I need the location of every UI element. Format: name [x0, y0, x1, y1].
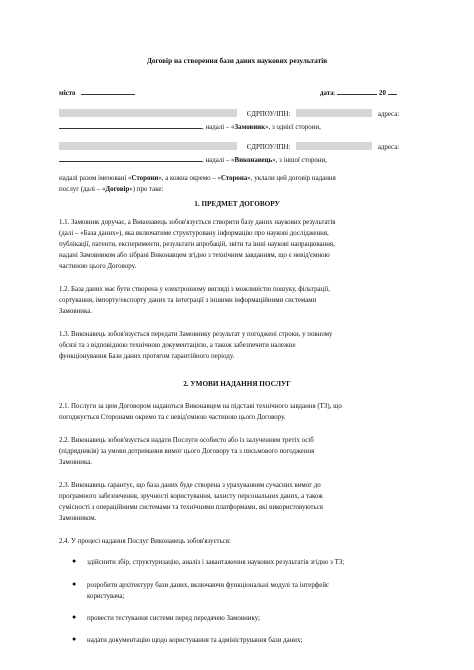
contractor-suffix: », з іншої сторони,	[272, 157, 327, 164]
intro-text: ») про таке:	[129, 186, 164, 194]
customer-line-1	[59, 109, 399, 120]
contractor-address-label: адреса:	[377, 144, 400, 151]
paragraph-1-3	[59, 329, 415, 362]
customer-name-field[interactable]	[59, 109, 237, 117]
paragraph-2-2	[59, 435, 415, 468]
text-line: 1.1. Замовник доручає, а Виконавець зобов'язується створити базу даних наукових результатів	[59, 219, 336, 226]
text-line: програмного забезпечення, зручності користування, захисту персональних даних, а також	[59, 493, 324, 501]
year-field[interactable]	[388, 86, 397, 95]
text-line: 2.1. Послуги за цим Договором надаються Виконавцем на підставі технічного завдання (ТЗ), що	[59, 403, 342, 410]
customer-edrpou-field[interactable]	[296, 109, 372, 117]
text-line: надані Замовником або зібрані Виконавцем згідно з технічним завданням, що є невід'ємною	[59, 252, 330, 260]
contractor-line-1	[59, 142, 399, 153]
customer-edrpou-label: ЄДРПОУ/ІПН:	[246, 111, 291, 118]
contractor-edrpou-field[interactable]	[296, 142, 372, 150]
contractor-role: Виконавець	[234, 157, 273, 164]
paragraph-1-2	[59, 284, 415, 317]
text-line: сортування, імпорту/експорту даних та інтеграції з іншими інформаційними системами	[59, 297, 317, 305]
list-item	[87, 613, 417, 624]
text-line: 2.3. Виконавець гарантує, що база даних буде створена з урахуванням сучасних вимог до	[59, 482, 321, 489]
text-line: 1.2. База даних має бути створена у електронному вигляді з можливістю пошуку, фільтрації,	[59, 286, 330, 293]
text-line: публікації, патенти, експерименти, результати апробацій, звіти та інші наукові напрацювання,	[59, 241, 335, 249]
text-line: провести тестування системи перед передачею Замовнику;	[87, 615, 260, 622]
bullet-dot-icon: ●	[72, 557, 77, 565]
customer-prefix: , надалі – «	[202, 124, 235, 131]
list-item	[87, 635, 417, 646]
intro-text: надалі разом іменовані «	[59, 175, 132, 182]
contractor-prefix: , надалі – «	[202, 157, 235, 164]
text-line: надати документацію щодо користування та адміністрування бази даних;	[87, 637, 303, 644]
document-title: Договір на створення бази даних наукових результатів	[146, 56, 328, 65]
text-line: 2.4. У процесі надання Послуг Виконавець зобов'язується:	[59, 538, 231, 545]
section-2-heading: 2. УМОВИ НАДАННЯ ПОСЛУГ	[183, 380, 291, 388]
year-prefix: 20	[379, 90, 386, 97]
bullet-dot-icon: ●	[72, 635, 77, 643]
text-line: Замовником.	[59, 515, 97, 523]
customer-role: Замовник	[234, 124, 266, 131]
date-field[interactable]	[337, 86, 377, 95]
intro-text: послуг (далі – «	[59, 186, 106, 194]
text-line: функціонування Бази даних протягом гарантійного періоду.	[59, 353, 235, 361]
text-line: (підрядників) за умови дотримання вимог цього Договору та з письмового погодження	[59, 448, 315, 456]
section-1-heading: 1. ПРЕДМЕТ ДОГОВОРУ	[194, 200, 280, 208]
city-date-line	[59, 86, 135, 99]
list-item	[87, 580, 417, 602]
date-label: дата	[320, 90, 334, 97]
text-line: Замовника.	[59, 308, 92, 316]
text-line: користувача;	[87, 593, 125, 601]
text-line: (далі – «База даних»), яка включатиме структуровану інформацію про наукові дослідження,	[59, 230, 329, 238]
customer-address-field[interactable]	[59, 120, 202, 129]
text-line: частиною цього Договору.	[59, 263, 137, 271]
text-line: погоджується Сторонами окремо та є невід'ємною частиною цього Договору.	[59, 414, 286, 422]
intro-text: », а кожна окремо – «	[158, 175, 221, 182]
intro-parties-term: Сторони	[131, 175, 159, 182]
intro-text: », уклали цей договір надання	[247, 175, 336, 182]
paragraph-2-1	[59, 401, 415, 423]
text-line: обсязі та з відповідною технічною документацією, а також забезпечити належне	[59, 342, 296, 350]
intro-paragraph	[59, 173, 415, 195]
contractor-line-2	[59, 153, 327, 166]
paragraph-2-4	[59, 536, 415, 547]
customer-line-2	[59, 120, 321, 133]
text-line: Замовника.	[59, 459, 92, 467]
date-block: дата: 20	[320, 86, 397, 99]
contractor-address-field[interactable]	[59, 153, 202, 162]
paragraph-1-1	[59, 217, 415, 272]
customer-suffix: », з однієї сторони,	[265, 124, 321, 131]
intro-contract-term: Договір	[105, 186, 130, 194]
paragraph-2-3	[59, 480, 415, 524]
contractor-name-field[interactable]	[59, 142, 237, 150]
text-line: 2.2. Виконавець зобов'язується надати Послуги особисто або із залученням третіх осіб	[59, 437, 314, 444]
text-line: сумісності з операційними системами та технічними платформами, які використовуються	[59, 504, 323, 512]
bullet-dot-icon: ●	[72, 580, 77, 588]
text-line: здійснити збір, структуризацію, аналіз і завантаження наукових результатів згідно з ТЗ;	[87, 559, 345, 566]
list-item	[87, 557, 417, 568]
intro-party-term: Сторона	[220, 175, 248, 182]
customer-address-label: адреса:	[377, 111, 400, 118]
contractor-edrpou-label: ЄДРПОУ/ІПН:	[246, 144, 291, 151]
bullet-dot-icon: ●	[72, 613, 77, 621]
text-line: 1.3. Виконавець зобов'язується передати Замовнику результат у погоджені строки, у повному	[59, 331, 333, 338]
city-field[interactable]	[81, 86, 135, 95]
text-line: розробити архітектуру бази даних, включаючи функціональні модулі та інтерфейс	[87, 582, 330, 589]
city-label: місто	[59, 90, 76, 97]
